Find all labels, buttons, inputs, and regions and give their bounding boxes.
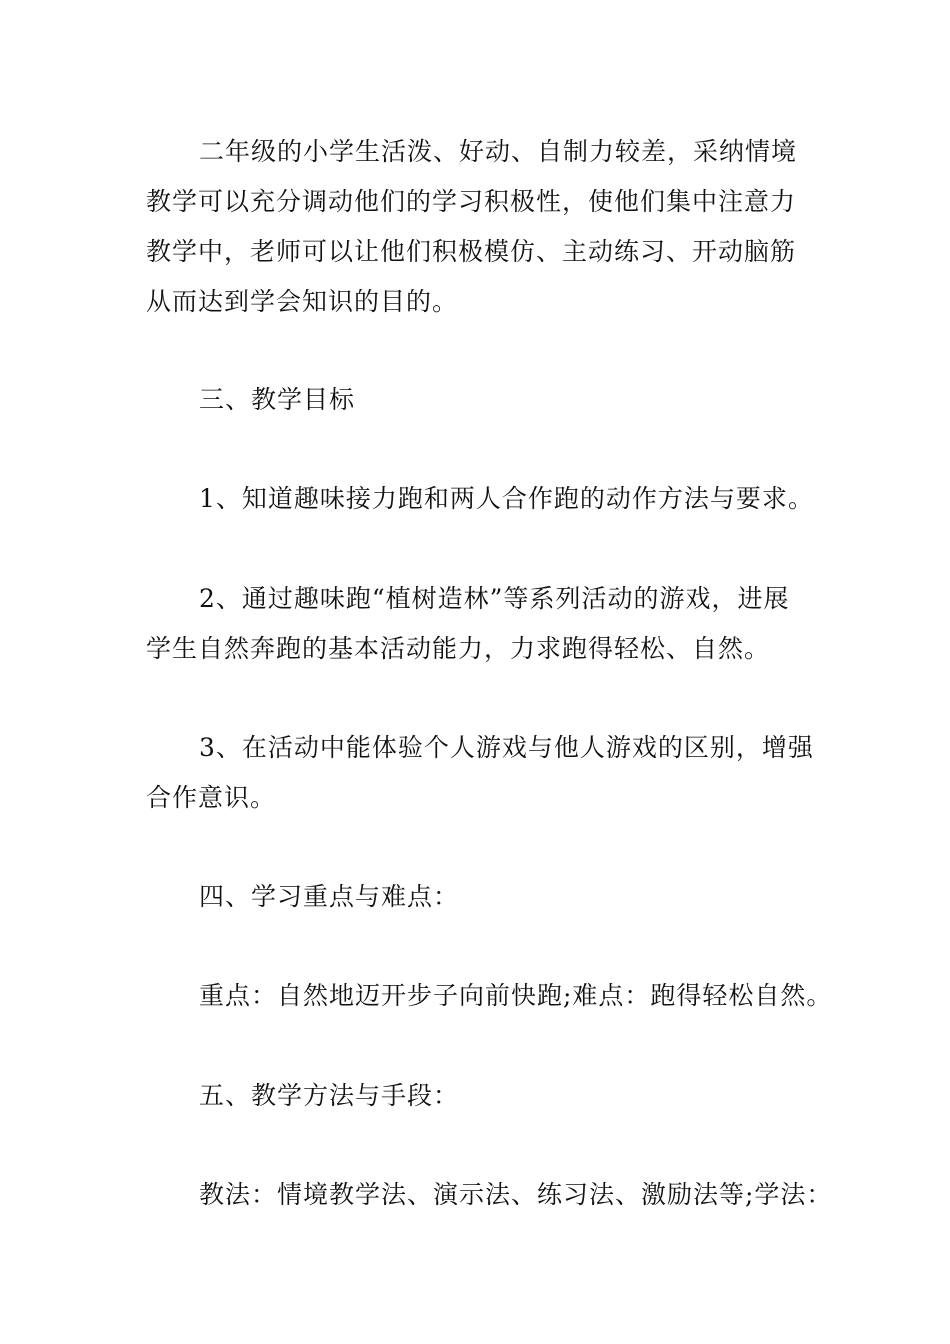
section-heading: 四、学习重点与难点：	[199, 882, 460, 911]
list-item: 2、通过趣味跑“植树造林”等系列活动的游戏，进展	[199, 584, 790, 613]
list-item: 学生自然奔跑的基本活动能力，力求跑得轻松、自然。	[146, 634, 771, 663]
section-heading: 五、教学方法与手段：	[199, 1081, 460, 1110]
paragraph-line: 教法：情境教学法、演示法、练习法、激励法等;学法：	[199, 1180, 833, 1209]
paragraph-line: 重点：自然地迈开步子向前快跑;难点：跑得轻松自然。	[199, 981, 833, 1010]
paragraph-line: 从而达到学会知识的目的。	[146, 287, 459, 316]
paragraph-line: 教学可以充分调动他们的学习积极性，使他们集中注意力	[146, 187, 797, 216]
list-item: 1、知道趣味接力跑和两人合作跑的动作方法与要求。	[199, 484, 814, 513]
section-heading: 三、教学目标	[199, 385, 356, 414]
paragraph-line: 二年级的小学生活泼、好动、自制力较差，采纳情境	[199, 137, 798, 166]
list-item: 合作意识。	[146, 783, 277, 812]
list-item: 3、在活动中能体验个人游戏与他人游戏的区别，增强	[199, 733, 814, 762]
paragraph-line: 教学中，老师可以让他们积极模仿、主动练习、开动脑筋	[146, 237, 797, 266]
